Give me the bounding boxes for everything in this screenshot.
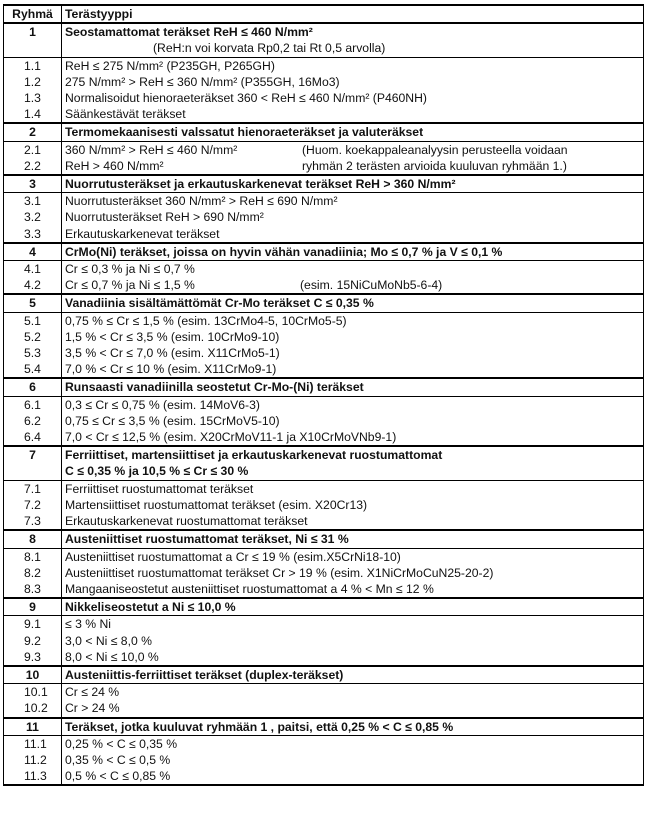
- subgroup-number: 6.2: [4, 413, 62, 429]
- subgroup-description-cell: [62, 57, 644, 74]
- subgroup-description: Säänkestävät teräkset: [65, 107, 186, 122]
- subgroup-description: Normalisoidut hienoraeteräkset 360 < ReH ≤ 460 N/mm² (P460NH): [65, 91, 427, 106]
- subgroup-number: 8.3: [4, 581, 62, 598]
- group-title: Austeniittis-ferriittiset teräkset (duplex-teräkset): [65, 667, 344, 682]
- subgroup-description-cell: [62, 581, 644, 598]
- subgroup-description-cell: [62, 193, 644, 210]
- subgroup-description: Mangaaniseostetut austeniittiset ruostumattomat a 4 % < Mn ≤ 12 %: [65, 581, 434, 596]
- group-row: [4, 530, 644, 548]
- subgroup-description-cell: [62, 361, 644, 378]
- subgroup-number: 6.4: [4, 429, 62, 446]
- subgroup-description-cell: [62, 141, 644, 158]
- subgroup-row: [4, 106, 644, 123]
- group-row: [4, 123, 644, 141]
- subgroup-row: [4, 226, 644, 243]
- subgroup-description-cell: [62, 700, 644, 717]
- subgroup-number: 8.2: [4, 565, 62, 581]
- subgroup-number: 1.3: [4, 90, 62, 106]
- table-body: [4, 23, 644, 785]
- subgroup-row: [4, 497, 644, 513]
- group-title: Vanadiinia sisältämättömät Cr-Mo teräkset C ≤ 0,35 %: [65, 296, 374, 311]
- subgroup-row: [4, 565, 644, 581]
- subgroup-row: [4, 413, 644, 429]
- subgroup-row: [4, 329, 644, 345]
- group-title-cell: [62, 243, 644, 261]
- subgroup-description: 0,25 % < C ≤ 0,35 %: [65, 736, 178, 751]
- subgroup-description: Ferriittiset ruostumattomat teräkset: [65, 481, 254, 496]
- group-number: 7: [4, 446, 62, 480]
- subgroup-number: 10.2: [4, 700, 62, 717]
- group-row: [4, 175, 644, 193]
- subgroup-number: 11.1: [4, 735, 62, 752]
- subgroup-row: [4, 480, 644, 497]
- group-number: 9: [4, 598, 62, 616]
- group-title-cell: [62, 446, 644, 480]
- subgroup-number: 11.3: [4, 768, 62, 785]
- subgroup-description-cell: [62, 752, 644, 768]
- subgroup-row: [4, 768, 644, 785]
- subgroup-remark: (Huom. koekappaleanalyysin perusteella voidaan: [302, 142, 568, 157]
- subgroup-description: 0,35 % < C ≤ 0,5 %: [65, 752, 171, 767]
- group-title-cell: [62, 175, 644, 193]
- subgroup-description: 7,0 < Cr ≤ 12,5 % (esim. X20CrMoV11-1 ja X10CrMoVNb9-1): [65, 430, 397, 445]
- subgroup-number: 5.4: [4, 361, 62, 378]
- subgroup-number: 4.1: [4, 261, 62, 278]
- subgroup-description-cell: [62, 649, 644, 666]
- subgroup-description-cell: [62, 497, 644, 513]
- subgroup-description: 275 N/mm² > ReH ≤ 360 N/mm² (P355GH, 16Mo3): [65, 74, 340, 89]
- subgroup-description: Austeniittiset ruostumattomat teräkset Cr > 19 % (esim. X1NiCrMoCuN25-20-2): [65, 565, 494, 580]
- table-header-row: [4, 5, 644, 23]
- group-title: Nuorrutusteräkset ja erkautuskarkenevat teräkset ReH > 360 N/mm²: [65, 177, 456, 192]
- group-title: Nikkeliseostetut a Ni ≤ 10,0 %: [65, 600, 236, 615]
- subgroup-row: [4, 158, 644, 175]
- subgroup-description: 3,0 < Ni ≤ 8,0 %: [65, 633, 152, 648]
- header-group: Ryhmä: [4, 5, 62, 23]
- group-title: Seostamattomat teräkset ReH ≤ 460 N/mm²: [65, 25, 313, 40]
- subgroup-number: 7.2: [4, 497, 62, 513]
- subgroup-description-cell: [62, 277, 644, 294]
- group-title: Ferriittiset, martensiittiset ja erkautuskarkenevat ruostumattomat: [65, 448, 443, 463]
- group-title-cell: [62, 378, 644, 396]
- subgroup-remark: ryhmän 2 terästen arvioida kuuluvan ryhmään 1.): [302, 158, 567, 173]
- subgroup-number: 8.1: [4, 548, 62, 565]
- subgroup-number: 7.3: [4, 513, 62, 530]
- subgroup-row: [4, 361, 644, 378]
- group-row: [4, 23, 644, 57]
- subgroup-row: [4, 345, 644, 361]
- subgroup-description: ReH > 460 N/mm²: [65, 158, 164, 173]
- steel-group-table: [3, 4, 644, 786]
- subgroup-number: 10.1: [4, 684, 62, 701]
- subgroup-number: 5.3: [4, 345, 62, 361]
- group-row: [4, 666, 644, 684]
- subgroup-row: [4, 700, 644, 717]
- subgroup-number: 1.2: [4, 74, 62, 90]
- group-title: CrMo(Ni) teräkset, joissa on hyvin vähän vanadiinia; Mo ≤ 0,7 % ja V ≤ 0,1 %: [65, 244, 503, 259]
- group-title-cell: [62, 23, 644, 57]
- subgroup-description: 7,0 % < Cr ≤ 10 % (esim. X11CrMo9-1): [65, 362, 277, 377]
- subgroup-row: [4, 633, 644, 649]
- subgroup-description-cell: [62, 312, 644, 329]
- subgroup-description: 0,75 ≤ Cr ≤ 3,5 % (esim. 15CrMoV5-10): [65, 413, 280, 428]
- subgroup-description: 0,5 % < C ≤ 0,85 %: [65, 769, 171, 784]
- subgroup-row: [4, 277, 644, 294]
- subgroup-row: [4, 513, 644, 530]
- group-title-cell: [62, 294, 644, 312]
- subgroup-description: 360 N/mm² > ReH ≤ 460 N/mm²: [65, 142, 238, 157]
- subgroup-description: 0,75 % ≤ Cr ≤ 1,5 % (esim. 13CrMo4-5, 10CrMo5-5): [65, 313, 347, 328]
- group-title-cell: [62, 530, 644, 548]
- subgroup-description: Cr > 24 %: [65, 701, 120, 716]
- subgroup-row: [4, 649, 644, 666]
- subgroup-description: Nuorrutusteräkset 360 N/mm² > ReH ≤ 690 N/mm²: [65, 194, 338, 209]
- subgroup-description-cell: [62, 329, 644, 345]
- subgroup-row: [4, 616, 644, 633]
- subgroup-number: 4.2: [4, 277, 62, 294]
- group-row: [4, 243, 644, 261]
- subgroup-row: [4, 74, 644, 90]
- group-note: (ReH:n voi korvata Rp0,2 tai Rt 0,5 arvolla): [153, 41, 386, 56]
- group-title-line2: C ≤ 0,35 % ja 10,5 % ≤ Cr ≤ 30 %: [65, 464, 249, 479]
- subgroup-number: 3.1: [4, 193, 62, 210]
- subgroup-row: [4, 396, 644, 413]
- subgroup-row: [4, 429, 644, 446]
- subgroup-description: 3,5 % < Cr ≤ 7,0 % (esim. X11CrMo5-1): [65, 346, 280, 361]
- subgroup-description-cell: [62, 480, 644, 497]
- subgroup-row: [4, 752, 644, 768]
- subgroup-number: 1.1: [4, 57, 62, 74]
- subgroup-number: 2.2: [4, 158, 62, 175]
- subgroup-number: 9.2: [4, 633, 62, 649]
- subgroup-number: 9.1: [4, 616, 62, 633]
- subgroup-description: Austeniittiset ruostumattomat a Cr ≤ 19 % (esim.X5CrNi18-10): [65, 549, 401, 564]
- group-row: [4, 718, 644, 736]
- group-title-cell: [62, 718, 644, 736]
- subgroup-description-cell: [62, 226, 644, 243]
- subgroup-description: Nuorrutusteräkset ReH > 690 N/mm²: [65, 210, 264, 225]
- subgroup-row: [4, 90, 644, 106]
- group-number: 3: [4, 175, 62, 193]
- subgroup-description: ≤ 3 % Ni: [65, 617, 111, 632]
- group-number: 11: [4, 718, 62, 736]
- subgroup-description-cell: [62, 106, 644, 123]
- subgroup-row: [4, 209, 644, 225]
- group-title: Runsaasti vanadiinilla seostetut Cr-Mo-(Ni) teräkset: [65, 380, 364, 395]
- group-number: 10: [4, 666, 62, 684]
- subgroup-description-cell: [62, 158, 644, 175]
- subgroup-row: [4, 548, 644, 565]
- subgroup-description: 0,3 ≤ Cr ≤ 0,75 % (esim. 14MoV6-3): [65, 397, 260, 412]
- subgroup-description-cell: [62, 413, 644, 429]
- subgroup-description-cell: [62, 209, 644, 225]
- group-row: [4, 378, 644, 396]
- subgroup-number: 5.1: [4, 312, 62, 329]
- group-number: 5: [4, 294, 62, 312]
- subgroup-description: 8,0 < Ni ≤ 10,0 %: [65, 649, 159, 664]
- subgroup-number: 2.1: [4, 141, 62, 158]
- group-row: [4, 598, 644, 616]
- subgroup-number: 5.2: [4, 329, 62, 345]
- subgroup-row: [4, 57, 644, 74]
- group-title-cell: [62, 123, 644, 141]
- subgroup-row: [4, 581, 644, 598]
- subgroup-description-cell: [62, 90, 644, 106]
- group-row: [4, 294, 644, 312]
- subgroup-number: 3.2: [4, 209, 62, 225]
- subgroup-description-cell: [62, 429, 644, 446]
- subgroup-description-cell: [62, 616, 644, 633]
- subgroup-description: 1,5 % < Cr ≤ 3,5 % (esim. 10CrMo9-10): [65, 329, 280, 344]
- group-number: 2: [4, 123, 62, 141]
- subgroup-description-cell: [62, 735, 644, 752]
- subgroup-description: Erkautuskarkenevat ruostumattomat teräkset: [65, 514, 308, 529]
- subgroup-row: [4, 735, 644, 752]
- subgroup-description: Cr ≤ 24 %: [65, 685, 120, 700]
- subgroup-description-cell: [62, 768, 644, 785]
- subgroup-description: Cr ≤ 0,3 % ja Ni ≤ 0,7 %: [65, 262, 195, 277]
- cropped-footer-fragment: [0, 828, 650, 833]
- group-title: Teräkset, jotka kuuluvat ryhmään 1 , paitsi, että 0,25 % < C ≤ 0,85 %: [65, 719, 454, 734]
- subgroup-row: [4, 261, 644, 278]
- subgroup-description-cell: [62, 565, 644, 581]
- subgroup-description-cell: [62, 261, 644, 278]
- group-title: Termomekaanisesti valssatut hienoraeteräkset ja valuteräkset: [65, 125, 424, 140]
- header-type: Terästyyppi: [62, 5, 644, 23]
- subgroup-row: [4, 193, 644, 210]
- subgroup-description-cell: [62, 513, 644, 530]
- subgroup-number: 3.3: [4, 226, 62, 243]
- subgroup-description: Cr ≤ 0,7 % ja Ni ≤ 1,5 %: [65, 278, 195, 293]
- subgroup-description-cell: [62, 345, 644, 361]
- subgroup-number: 6.1: [4, 396, 62, 413]
- group-number: 8: [4, 530, 62, 548]
- subgroup-description: ReH ≤ 275 N/mm² (P235GH, P265GH): [65, 58, 275, 73]
- subgroup-row: [4, 684, 644, 701]
- cropped-text-fragment: [24, 0, 264, 1]
- subgroup-description-cell: [62, 548, 644, 565]
- group-number: 1: [4, 23, 62, 57]
- subgroup-description-cell: [62, 74, 644, 90]
- subgroup-row: [4, 141, 644, 158]
- subgroup-description-cell: [62, 684, 644, 701]
- group-title-cell: [62, 598, 644, 616]
- subgroup-number: 1.4: [4, 106, 62, 123]
- subgroup-number: 7.1: [4, 480, 62, 497]
- subgroup-description: Martensiittiset ruostumattomat teräkset (esim. X20Cr13): [65, 497, 368, 512]
- group-number: 4: [4, 243, 62, 261]
- subgroup-description-cell: [62, 396, 644, 413]
- group-title: Austeniittiset ruostumattomat teräkset, Ni ≤ 31 %: [65, 532, 349, 547]
- subgroup-number: 9.3: [4, 649, 62, 666]
- subgroup-description: Erkautuskarkenevat teräkset: [65, 226, 220, 241]
- subgroup-row: [4, 312, 644, 329]
- group-number: 6: [4, 378, 62, 396]
- subgroup-description-cell: [62, 633, 644, 649]
- group-row: [4, 446, 644, 480]
- subgroup-number: 11.2: [4, 752, 62, 768]
- subgroup-remark: (esim. 15NiCuMoNb5-6-4): [300, 278, 443, 293]
- group-title-cell: [62, 666, 644, 684]
